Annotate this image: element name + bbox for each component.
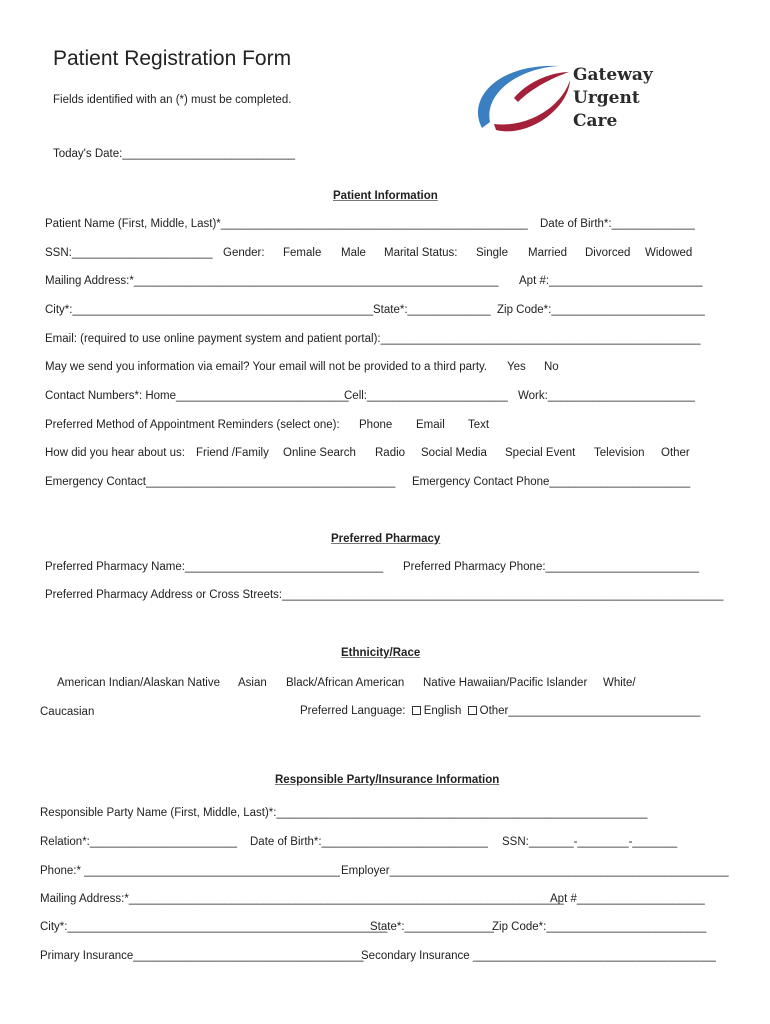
preferred-language-label: Preferred Language: (300, 705, 406, 717)
marital-divorced-option[interactable]: Divorced (585, 247, 631, 259)
ethnicity-asian-option[interactable]: Asian (238, 677, 267, 689)
referral-tv-option[interactable]: Television (594, 447, 645, 459)
email-consent-yes[interactable]: Yes (507, 361, 526, 373)
apt-field[interactable]: Apt #:________________________ (519, 275, 703, 287)
reminder-text-option[interactable]: Text (468, 419, 490, 431)
email-consent-no[interactable]: No (544, 361, 559, 373)
referral-social-option[interactable]: Social Media (421, 447, 487, 459)
responsible-ssn-field[interactable]: SSN:_______-________-_______ (502, 836, 678, 848)
referral-other-option[interactable]: Other (661, 447, 690, 459)
ethnicity-black-option[interactable]: Black/African American (286, 677, 405, 689)
patient-dob-field[interactable]: Date of Birth*:_____________ (540, 218, 695, 230)
gender-female-option[interactable]: Female (283, 247, 322, 259)
ethnicity-white-option[interactable]: White/ (603, 677, 636, 689)
ethnicity-caucasian-label: Caucasian (40, 706, 95, 718)
responsible-apt-field[interactable]: Apt #____________________ (550, 893, 705, 905)
pharmacy-phone-field[interactable]: Preferred Pharmacy Phone:________________________ (403, 561, 700, 573)
referral-event-option[interactable]: Special Event (505, 447, 576, 459)
pharmacy-heading: Preferred Pharmacy (331, 533, 441, 545)
responsible-city-field[interactable]: City*:__________________________________________________ (40, 921, 388, 933)
english-option-label: English (423, 705, 462, 717)
marital-widowed-option[interactable]: Widowed (645, 247, 693, 259)
pharmacy-name-field[interactable]: Preferred Pharmacy Name:_______________________________ (45, 561, 384, 573)
responsible-dob-field[interactable]: Date of Birth*:__________________________ (250, 836, 488, 848)
required-note: Fields identified with an (*) must be completed. (53, 94, 292, 106)
zip-field[interactable]: Zip Code*:________________________ (497, 304, 705, 316)
emergency-phone-field[interactable]: Emergency Contact Phone______________________ (412, 476, 691, 488)
secondary-insurance-field[interactable]: Secondary Insurance ______________________________________ (361, 950, 716, 962)
referral-radio-option[interactable]: Radio (375, 447, 406, 459)
english-checkbox[interactable] (412, 706, 421, 715)
responsible-name-field[interactable]: Responsible Party Name (First, Middle, Last)*:__________________________________________________________ (40, 807, 648, 819)
ethnicity-hawaiian-option[interactable]: Native Hawaiian/Pacific Islander (423, 677, 588, 689)
contact-home-field[interactable]: Contact Numbers*: Home___________________________ (45, 390, 349, 402)
logo-line-2: Urgent (573, 88, 640, 108)
pharmacy-address-field[interactable]: Preferred Pharmacy Address or Cross Streets:_____________________________________________________________________ (45, 589, 724, 601)
responsible-mailing-address-field[interactable]: Mailing Address:*____________________________________________________________________ (40, 893, 564, 905)
contact-cell-field[interactable]: Cell:______________________ (344, 390, 508, 402)
patient-name-field[interactable]: Patient Name (First, Middle, Last)*________________________________________________ (45, 218, 528, 230)
ethnicity-heading: Ethnicity/Race (341, 647, 421, 659)
employer-field[interactable]: Employer_____________________________________________________ (341, 865, 729, 877)
page-title: Patient Registration Form (53, 47, 292, 70)
logo (474, 58, 664, 140)
logo-line-1: Gateway (573, 65, 653, 85)
ethnicity-american-indian-option[interactable]: American Indian/Alaskan Native (57, 677, 220, 689)
relation-field[interactable]: Relation*:_______________________ (40, 836, 237, 848)
todays-date-field[interactable]: Today's Date:___________________________ (53, 148, 295, 160)
other-language-checkbox[interactable] (468, 706, 477, 715)
responsible-phone-field[interactable]: Phone:* ________________________________________ (40, 865, 340, 877)
reminder-email-option[interactable]: Email (416, 419, 445, 431)
swoosh-logo-icon (474, 58, 574, 140)
marital-status-label: Marital Status: (384, 247, 458, 259)
email-field[interactable]: Email: (required to use online payment system and patient portal):__________________________________________________ (45, 333, 701, 345)
mailing-address-field[interactable]: Mailing Address:*_________________________________________________________ (45, 275, 499, 287)
state-field[interactable]: State*:_____________ (373, 304, 491, 316)
city-field[interactable]: City*:_______________________________________________ (45, 304, 374, 316)
reminder-method-label: Preferred Method of Appointment Reminders (select one): (45, 419, 340, 431)
responsible-state-field[interactable]: State*:______________ (370, 921, 495, 933)
referral-friend-option[interactable]: Friend /Family (196, 447, 269, 459)
primary-insurance-field[interactable]: Primary Insurance____________________________________ (40, 950, 364, 962)
ssn-field[interactable]: SSN:______________________ (45, 247, 213, 259)
marital-single-option[interactable]: Single (476, 247, 508, 259)
preferred-language-row (300, 705, 700, 717)
gender-label: Gender: (223, 247, 265, 259)
referral-online-option[interactable]: Online Search (283, 447, 356, 459)
other-language-field[interactable]: Other______________________________ (479, 705, 701, 717)
referral-source-label: How did you hear about us: (45, 447, 186, 459)
contact-work-field[interactable]: Work:_______________________ (518, 390, 695, 402)
responsible-zip-field[interactable]: Zip Code*:_________________________ (492, 921, 707, 933)
reminder-phone-option[interactable]: Phone (359, 419, 393, 431)
patient-information-heading: Patient Information (333, 190, 438, 202)
responsible-party-heading: Responsible Party/Insurance Information (275, 774, 500, 786)
gender-male-option[interactable]: Male (341, 247, 366, 259)
marital-married-option[interactable]: Married (528, 247, 567, 259)
logo-line-3: Care (573, 111, 618, 131)
emergency-contact-field[interactable]: Emergency Contact_______________________________________ (45, 476, 396, 488)
email-consent-question: May we send you information via email? Your email will not be provided to a third party. (45, 361, 488, 373)
